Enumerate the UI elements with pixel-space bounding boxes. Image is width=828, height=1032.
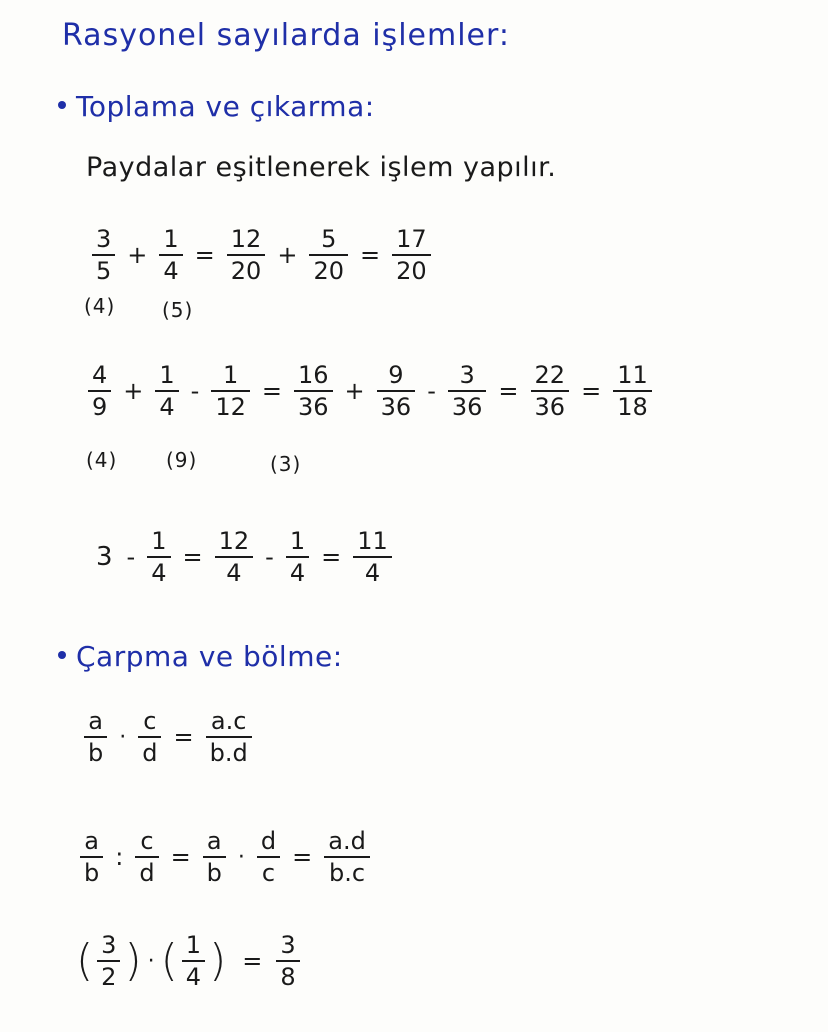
fraction: $\frac{12}{20}$	[227, 226, 266, 285]
left-parenthesis: (	[76, 935, 94, 987]
fraction: $\frac{1}{4}$	[159, 226, 182, 285]
section-heading-multiplication	[58, 640, 343, 673]
fraction: $\frac{3}{2}$	[97, 932, 120, 991]
fraction: $\frac{c}{d}$	[138, 708, 161, 767]
fraction: $\frac{1}{4}$	[182, 932, 205, 991]
operator: +	[123, 377, 144, 406]
page-title: Rasyonel sayılarda işlemler:	[62, 18, 510, 53]
equation-3	[94, 528, 392, 587]
operator: -	[126, 543, 136, 572]
fraction: $\frac{3}{36}$	[448, 362, 487, 421]
equals-sign: =	[261, 377, 282, 406]
multiplier-note: (4)	[86, 448, 118, 472]
equals-sign: =	[498, 377, 519, 406]
fraction: $\frac{3}{5}$	[92, 226, 115, 285]
operator: :	[115, 843, 124, 872]
fraction: $\frac{9}{36}$	[377, 362, 416, 421]
section-heading-label: Çarpma ve bölme:	[76, 640, 343, 673]
whole-number: 3	[96, 542, 113, 573]
fraction: $\frac{a.c}{b.d}$	[206, 708, 252, 767]
operator: -	[427, 377, 436, 406]
right-parenthesis: )	[124, 935, 142, 987]
equation-6	[76, 932, 300, 991]
fraction: $\frac{12}{4}$	[215, 528, 254, 587]
operator: ·	[119, 724, 127, 750]
fraction: $\frac{a}{b}$	[84, 708, 107, 767]
equals-sign: =	[173, 723, 194, 752]
operator: -	[265, 543, 274, 572]
operator: ·	[147, 948, 155, 974]
fraction: $\frac{5}{20}$	[309, 226, 348, 285]
operator: +	[127, 241, 148, 270]
equals-sign: =	[359, 241, 381, 270]
equals-sign: =	[242, 947, 263, 976]
fraction: $\frac{3}{8}$	[276, 932, 299, 991]
multiplier-note: (3)	[270, 452, 302, 476]
equation-5	[80, 828, 370, 887]
fraction: $\frac{11}{18}$	[613, 362, 652, 421]
equals-sign: =	[194, 241, 215, 270]
fraction: $\frac{a.d}{b.c}$	[324, 828, 370, 887]
fraction: $\frac{a}{b}$	[203, 828, 226, 887]
right-parenthesis: )	[209, 935, 227, 987]
equation-1	[92, 226, 431, 285]
fraction: $\frac{1}{4}$	[147, 528, 170, 587]
fraction: $\frac{17}{20}$	[392, 226, 431, 285]
operator: -	[190, 377, 200, 406]
bullet-icon	[58, 101, 66, 109]
equals-sign: =	[581, 377, 602, 406]
fraction: $\frac{1}{4}$	[155, 362, 178, 421]
section-heading-addition	[58, 90, 375, 123]
bullet-icon	[58, 651, 66, 659]
fraction: $\frac{4}{9}$	[88, 362, 111, 421]
equals-sign: =	[182, 543, 203, 572]
section-heading-label: Toplama ve çıkarma:	[76, 90, 375, 123]
operator: +	[277, 241, 298, 270]
equation-2	[88, 362, 652, 421]
multiplier-note: (4)	[84, 294, 116, 318]
fraction: $\frac{1}{12}$	[211, 362, 250, 421]
left-parenthesis: (	[160, 935, 178, 987]
fraction: $\frac{1}{4}$	[286, 528, 309, 587]
equals-sign: =	[170, 843, 191, 872]
rule-text: Paydalar eşitlenerek işlem yapılır.	[86, 152, 557, 183]
equals-sign: =	[321, 543, 342, 572]
operator: +	[344, 377, 365, 406]
equation-4	[84, 708, 252, 767]
fraction: $\frac{22}{36}$	[531, 362, 570, 421]
equals-sign: =	[292, 843, 313, 872]
multiplier-note: (9)	[166, 448, 198, 472]
multiplier-note: (5)	[162, 298, 194, 322]
fraction: $\frac{d}{c}$	[257, 828, 280, 887]
fraction: $\frac{11}{4}$	[353, 528, 392, 587]
fraction: $\frac{a}{b}$	[80, 828, 103, 887]
operator: ·	[237, 844, 245, 870]
fraction: $\frac{c}{d}$	[135, 828, 158, 887]
fraction: $\frac{16}{36}$	[294, 362, 333, 421]
